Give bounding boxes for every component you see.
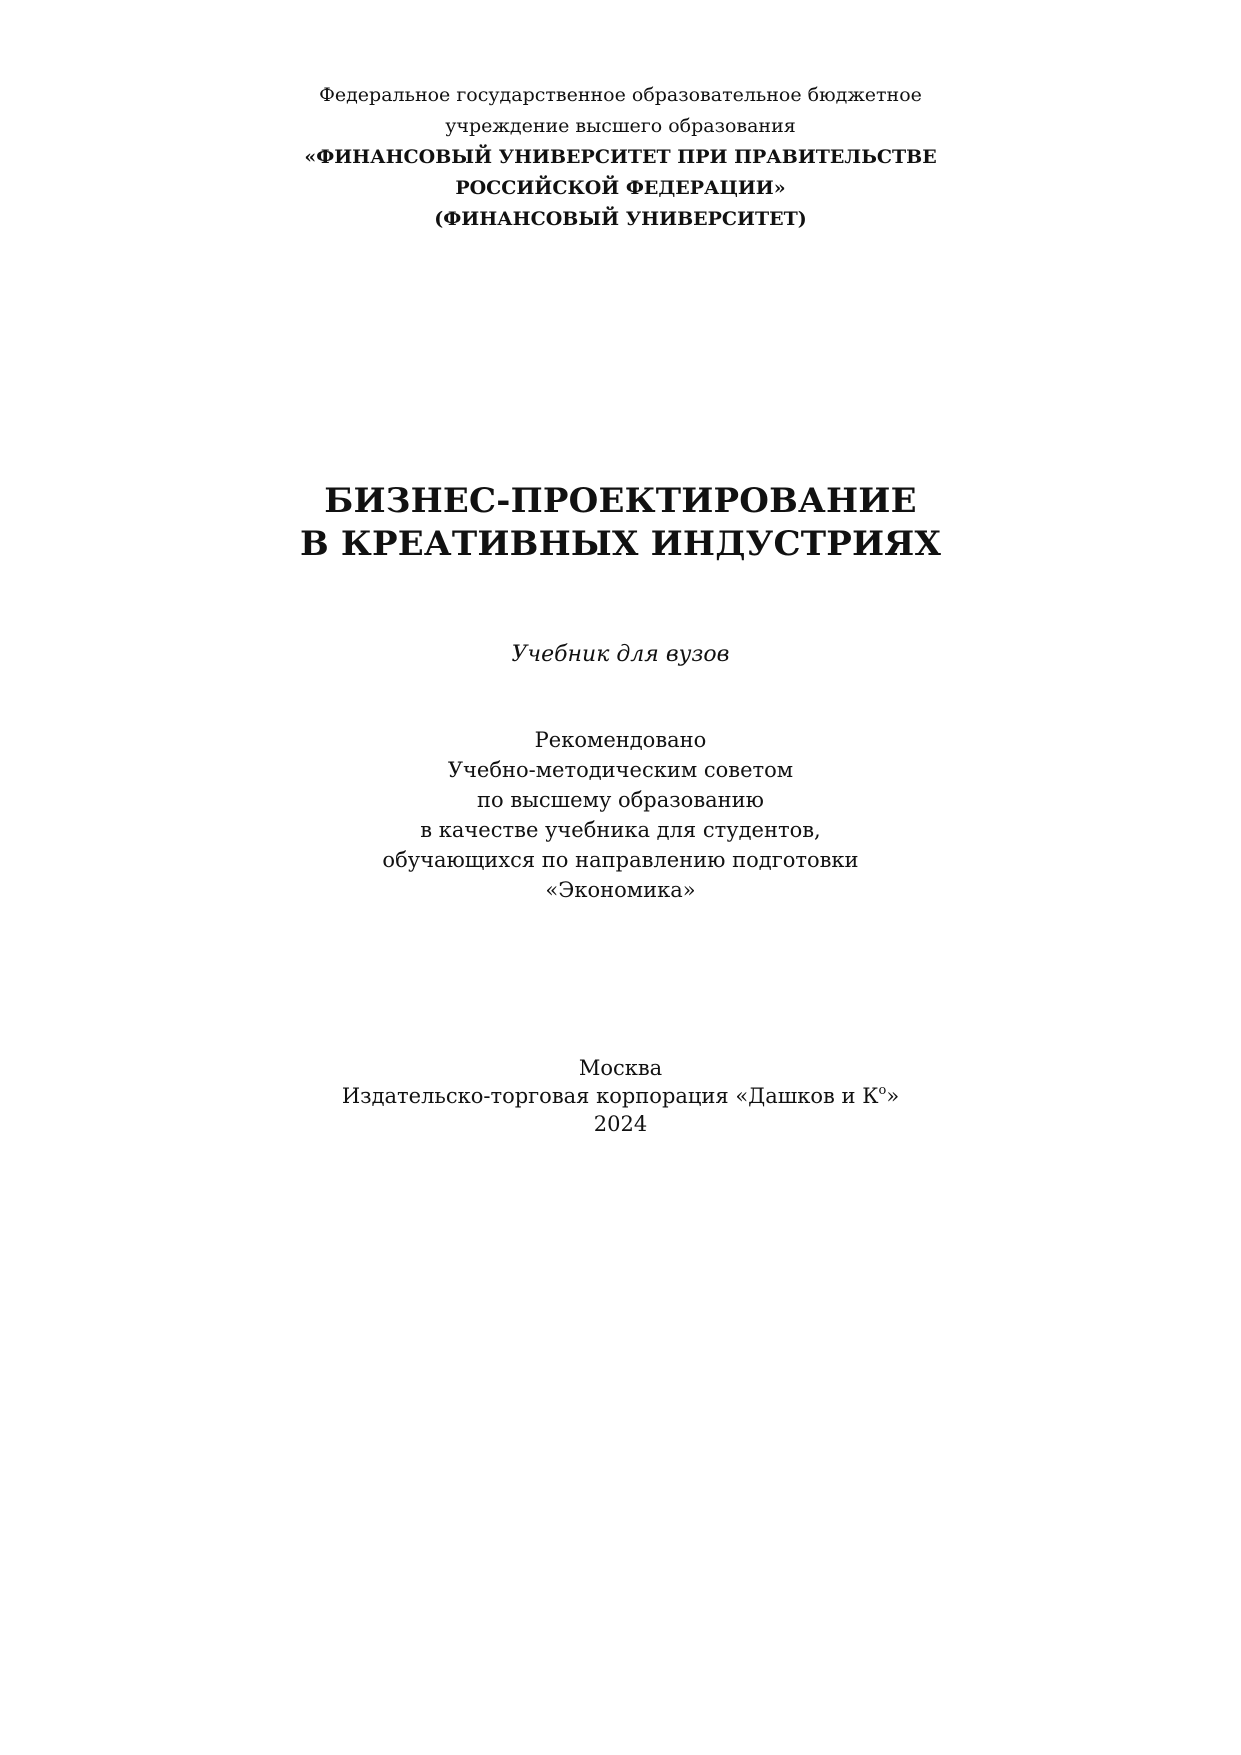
publisher-closing-quote: » <box>886 1084 900 1108</box>
recommendation-line-1: Рекомендовано <box>534 728 707 752</box>
imprint-city: Москва <box>578 1056 663 1080</box>
recommendation-block <box>0 725 1241 905</box>
recommendation-line-6: «Экономика» <box>545 878 696 902</box>
imprint-block <box>0 1054 1241 1138</box>
recommendation-line-3: по высшему образованию <box>477 788 764 812</box>
imprint-year: 2024 <box>593 1112 648 1136</box>
book-title-line-1: БИЗНЕС-ПРОЕКТИРОВАНИЕ <box>324 481 917 521</box>
publisher-name: Издательско-торговая корпорация «Дашков и К <box>341 1084 879 1108</box>
recommendation-line-4: в качестве учебника для студентов, <box>420 818 821 842</box>
recommendation-line-5: обучающихся по направлению подготовки <box>382 848 859 872</box>
institution-header <box>0 80 1241 235</box>
recommendation-line-2: Учебно-методическим советом <box>447 758 794 782</box>
university-short-name: (ФИНАНСОВЫЙ УНИВЕРСИТЕТ) <box>434 208 807 230</box>
university-name-line-1: «ФИНАНСОВЫЙ УНИВЕРСИТЕТ ПРИ ПРАВИТЕЛЬСТВЕ <box>304 146 937 168</box>
subtitle-text: Учебник для вузов <box>511 642 730 667</box>
imprint-publisher <box>0 1082 1241 1110</box>
book-title-line-2: В КРЕАТИВНЫХ ИНДУСТРИЯХ <box>299 524 942 564</box>
university-name-line-2: РОССИЙСКОЙ ФЕДЕРАЦИИ» <box>455 177 786 199</box>
book-subtitle <box>0 640 1241 670</box>
book-title <box>0 480 1241 566</box>
publisher-superscript: о <box>878 1083 887 1098</box>
institution-line-1: Федеральное государственное образовательное бюджетное <box>319 84 922 106</box>
institution-line-2: учреждение высшего образования <box>445 115 796 137</box>
